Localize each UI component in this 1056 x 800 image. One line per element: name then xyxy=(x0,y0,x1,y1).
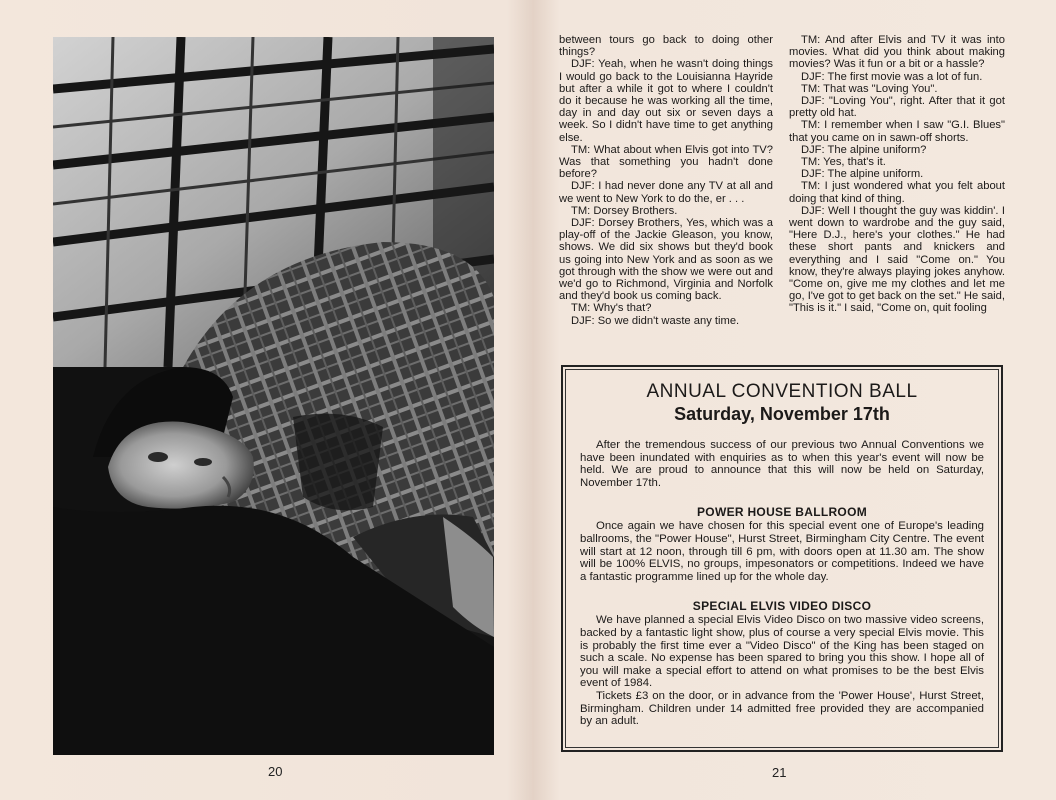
ad-tickets-text: Tickets £3 on the door, or in advance from the 'Power House', Hurst Street, Birmingham. Children under 14 admitted free provided they are accompanied by an adult. xyxy=(580,689,984,728)
ad-intro: After the tremendous success of our previous two Annual Conventions we have been inundated with enquiries as to when this year's event will now be held. We are proud to announce that this will now be held on Saturday, November 17th. xyxy=(580,439,984,489)
convention-ad-box xyxy=(561,365,1003,752)
interview-paragraph: DJF: "Loving You", right. After that it got pretty old hat. xyxy=(789,95,1005,120)
ad-section-heading-ballroom: POWER HOUSE BALLROOM xyxy=(697,505,867,520)
interview-paragraph: TM: What about when Elvis got into TV? Was that something you hadn't done before? xyxy=(559,143,773,181)
interview-paragraph: DJF: So we didn't waste any time. xyxy=(571,314,740,327)
interview-paragraph: TM: That was "Loving You". xyxy=(801,82,938,95)
interview-paragraph: DJF: I had never done any TV at all and we went to New York to do the, er . . . xyxy=(559,180,773,205)
convention-ad-inner xyxy=(565,369,999,748)
interview-paragraph: between tours go back to doing other things? xyxy=(559,34,773,59)
left-page xyxy=(0,0,527,800)
ad-title: ANNUAL CONVENTION BALL xyxy=(646,381,918,402)
interview-column-1 xyxy=(559,34,773,327)
interview-paragraph: DJF: Yeah, when he wasn't doing things I would go back to the Louisianna Hayride but after a while it got to where I couldn't do it because he was working all the time, day in and day out six or seven days a week. So I didn't have time to get anything else. xyxy=(559,58,773,144)
interview-paragraph: TM: I just wondered what you felt about doing that kind of thing. xyxy=(789,180,1005,205)
interview-paragraph: DJF: The first movie was a lot of fun. xyxy=(801,70,983,83)
interview-paragraph: TM: Dorsey Brothers. xyxy=(571,204,678,217)
elvis-photograph xyxy=(53,37,494,755)
interview-paragraph: TM: Why's that? xyxy=(571,302,652,315)
ad-section-heading-video-disco: SPECIAL ELVIS VIDEO DISCO xyxy=(692,599,872,614)
interview-paragraph: DJF: Well I thought the guy was kiddin'. I went down to wardrobe and the guy said, "Here D.J., here's your clothes." He had these short pants and knickers and everything and I said "Come on." You know, they're always playing jokes anyhow. "Come on, give me my clothes and let me go, I've got to get back on the set." He said, "This is it." I said, "Come on, quit fooling xyxy=(789,204,1005,315)
interview-paragraph: TM: I remember when I saw "G.I. Blues" that you came on in sawn-off shorts. xyxy=(789,119,1005,144)
interview-paragraph: DJF: The alpine uniform. xyxy=(801,168,924,181)
page-number-left: 20 xyxy=(268,764,283,779)
right-page xyxy=(527,0,1056,800)
interview-paragraph: DJF: The alpine uniform? xyxy=(801,143,927,156)
interview-paragraph: TM: Yes, that's it. xyxy=(801,156,886,169)
ad-date: Saturday, November 17th xyxy=(674,404,890,424)
interview-paragraph: TM: And after Elvis and TV it was into movies. What did you think about making movies? Was it fun or a bit or a hassle? xyxy=(789,34,1005,71)
page-number-right: 21 xyxy=(772,765,787,780)
interview-paragraph: DJF: Dorsey Brothers, Yes, which was a play-off of the Jackie Gleason, you know, shows. We did six shows but they'd book us going into New York and as soon as we got through with the show we were out and we'd go to Richmond, Virginia and Norfolk and they'd book us coming back. xyxy=(559,217,773,303)
ad-section-text-ballroom: Once again we have chosen for this special event one of Europe's leading ballrooms, the "Power House", Hurst Street, Birmingham City Centre. The event will start at 12 noon, through till 6 pm, with doors open at 11.30 am. The show will be 100% ELVIS, no groups, impesonators or competitions. Indeed we have a fantastic programme lined up for the whole day. xyxy=(580,520,984,583)
interview-column-2 xyxy=(789,34,1005,315)
ad-section-text-video-disco: We have planned a special Elvis Video Disco on two massive video screens, backed by a fantastic light show, plus of course a very special Elvis movie. This is probably the first time ever a "Video Disco" of the King has been staged on such a scale. No expense has been spared to bring you this show. I hope all of you will make a special effort to attend on what promises to be the best Elvis event of 1984. xyxy=(580,614,984,690)
